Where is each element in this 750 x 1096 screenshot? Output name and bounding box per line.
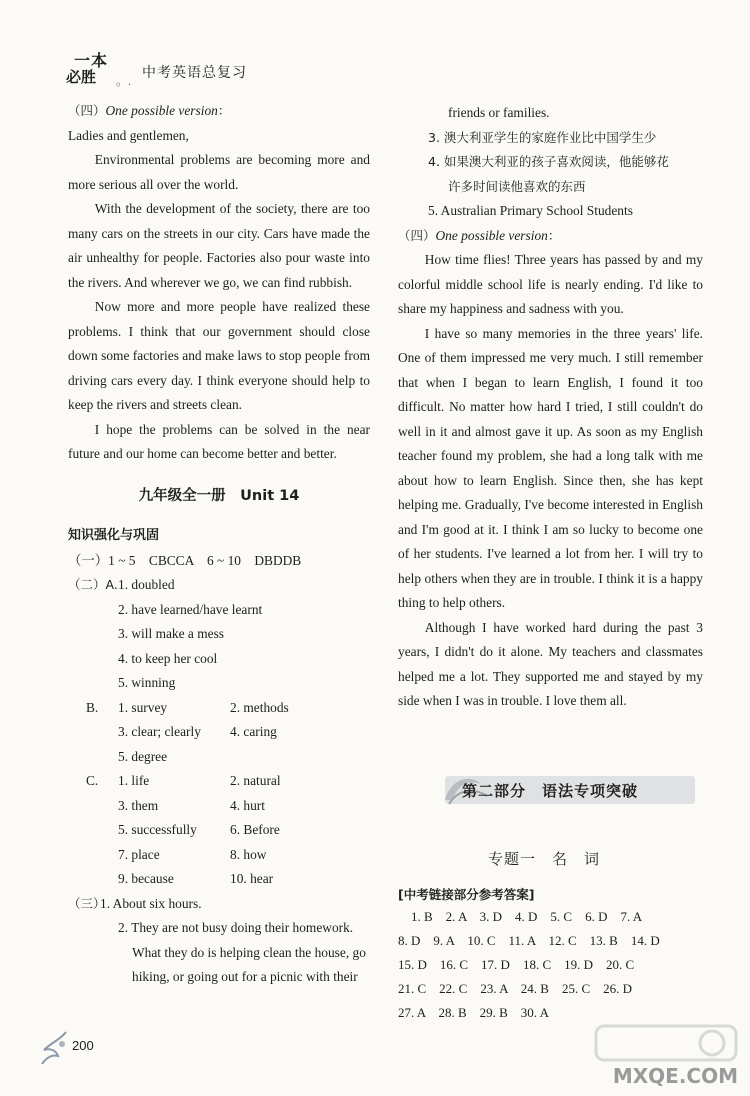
answer-row: C. 1. life 2. natural: [86, 773, 281, 788]
answer-item: 5. winning: [118, 675, 176, 690]
answer-row: 3. them 4. hurt: [118, 797, 265, 813]
essay2-paragraph: I have so many memories in the three years' life. One of them impressed me very much. I still remember that when I began to learn English, I found it too difficult. No matter how hard I tried, I still couldn't do well in it and almost gave it up. As soon as my English teacher found my problem, she had a long talk with me about how to learn English. Since then, she has kept helping me. Gradually, I've become interested in English and I'm good at it. I think I am so lucky to become one of her students. I've learned a lot from her. I will try to help others when they are in trouble. I think it is a happy thing to help others.: [398, 325, 703, 610]
unit-title: 九年级全一册 Unit 14: [138, 487, 300, 504]
essay1-paragraph: I hope the problems can be solved in the near future and our home can become better and better.: [68, 421, 370, 461]
answer-key-line: 8. D 9. A 10. C 11. A 12. C 13. B 14. D: [398, 933, 660, 948]
answer-line: （一）1 ~ 5 CBCCA 6 ~ 10 DBDDB: [68, 552, 302, 568]
answer-row: 9. because 10. hear: [118, 871, 274, 886]
answer-key-line: 15. D 16. C 17. D 18. C 19. D 20. C: [398, 957, 635, 972]
answer-key-line: 27. A 28. B 29. B 30. A: [398, 1005, 549, 1020]
answer-row: （三） 1. About six hours.: [68, 895, 202, 911]
essay1-greeting: Ladies and gentlemen,: [68, 127, 189, 143]
answer-row: （二）A. 1. doubled: [68, 577, 175, 592]
corner-ornament-icon: [38, 1030, 70, 1066]
answer-continued: friends or families.: [448, 105, 550, 120]
answer-row: 7. place 8. how: [118, 846, 267, 862]
answer-key-line: 1. B 2. A 3. D 4. D 5. C 6. D 7. A: [398, 909, 643, 924]
answer-item: 4. 如果澳大利亚的孩子喜欢阅读，他能够花: [428, 154, 669, 169]
essay1-paragraph: Environmental problems are becoming more and more serious all over the world.: [68, 152, 370, 192]
answer-item: 5. Australian Primary School Students: [428, 203, 633, 218]
essay1-label: （四）One possible version：: [68, 103, 231, 118]
section-heading: 知识强化与巩固: [68, 528, 160, 543]
part-title: 第二部分 语法专项突破: [462, 782, 639, 800]
topic-title: 专题一 名 词: [488, 850, 601, 868]
right-column: [398, 101, 703, 714]
answer-item: 2. have learned/have learnt: [118, 601, 263, 617]
essay2-paragraph: Although I have worked hard during the past 3 years, I didn't do it alone. My teachers and classmates helped me a lot. They supported me and stayed by my side when I was in trouble. I love them all.: [398, 619, 703, 708]
essay1-paragraph: Now more and more people have realized these problems. I think that our government should close down some factories and make laws to stop people from driving cars every day. I think everyone should help to keep the rivers and streets clean.: [68, 299, 370, 412]
part-banner: [445, 776, 695, 804]
logo-line1: 一本: [74, 51, 109, 70]
series-title: 中考英语总复习: [142, 65, 247, 81]
book-logo: 一本 必胜 。.: [66, 48, 136, 88]
essay2-label: （四）One possible version：: [398, 227, 561, 243]
answer-item: hiking, or going out for a picnic with their: [132, 969, 358, 984]
answer-item: 3. 澳大利亚学生的家庭作业比中国学生少: [428, 129, 657, 145]
page-number: 200: [72, 1038, 94, 1053]
essay1-paragraph: With the development of the society, there are too many cars on the streets in our city. Cars have made the air unhealthy for people. Factories also pour waste into the rivers. And wherever we go, we can find rubbish.: [68, 201, 370, 290]
answer-key-line: 21. C 22. C 23. A 24. B 25. C 26. D: [398, 981, 633, 996]
logo-line2: 必胜: [66, 68, 97, 86]
answer-row: 5. degree: [118, 748, 168, 764]
answer-item: What they do is helping clean the house, go: [132, 944, 366, 960]
answer-item: 2. They are not busy doing their homework.: [118, 920, 354, 935]
left-column: [68, 99, 370, 990]
answer-item: 3. will make a mess: [118, 626, 224, 641]
answer-row: 5. successfully 6. Before: [118, 822, 280, 837]
watermark-text: MXQE.COM: [612, 1064, 738, 1088]
answer-key: [398, 905, 703, 1025]
answer-row: B. 1. survey 2. methods: [86, 699, 289, 715]
answer-key-heading: [中考链接部分参考答案]: [398, 887, 535, 902]
answer-row: 3. clear; clearly 4. caring: [118, 724, 277, 739]
essay2-paragraph: How time flies! Three years has passed by and my colorful middle school life is nearly ending. I'd like to share my happiness and sadness with you.: [398, 252, 703, 316]
answer-item: 许多时间读他喜欢的东西: [448, 178, 586, 194]
answer-item: 4. to keep her cool: [118, 650, 218, 666]
